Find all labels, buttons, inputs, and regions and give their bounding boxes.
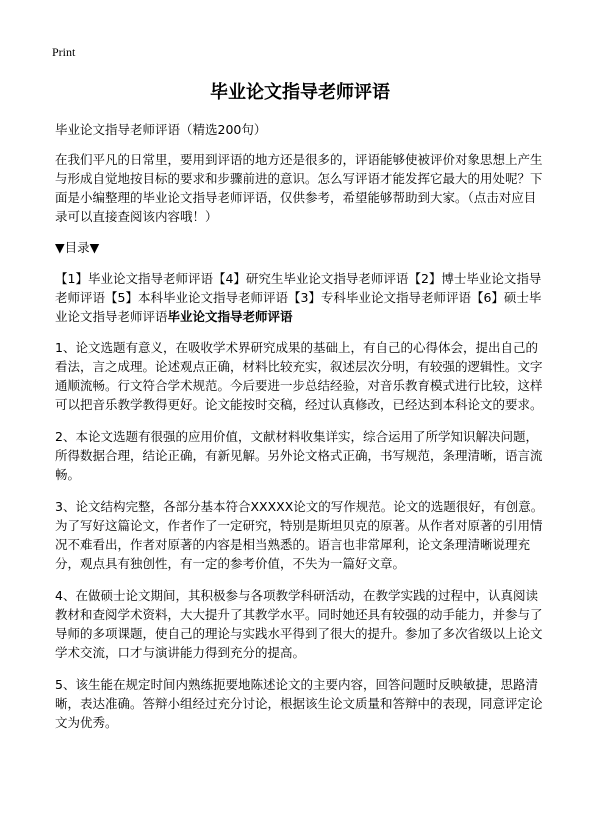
print-link[interactable]: Print — [52, 45, 76, 59]
comment-paragraph-5: 5、该生能在规定时间内熟练扼要地陈述论文的主要内容，回答问题时反映敏捷，思路清晰，表达准确。答辩小组经过充分讨论，根据该生论文质量和答辩中的表现，同意评定论文为优秀。 — [55, 677, 543, 730]
section-heading: 毕业论文指导老师评语 — [167, 309, 293, 324]
toc-link-4[interactable]: 【4】研究生毕业论文指导老师评语 — [212, 271, 409, 286]
comment-paragraph-2: 2、本论文选题有很强的应用价值，文献材料收集详实，综合运用了所学知识解决问题，所得数据合理，结论正确，有新见解。另外论文格式正确，书写规范，条理清晰，语言流畅。 — [55, 429, 543, 482]
comment-paragraph-3: 3、论文结构完整，各部分基本符合XXXXX论文的写作规范。论文的选题很好，有创意。为了写好这篇论文，作者作了一定研究，特别是斯坦贝克的原著。从作者对原著的引用情况不难看出，作者对原著的内容是相当熟悉的。语言也非常犀利，论文条理清晰说理充分，观点具有独创性，有一定的参考价值，不失为一篇好文章。 — [55, 499, 544, 571]
page-title: 毕业论文指导老师评语 — [210, 82, 390, 103]
toc-heading: ▼目录▼ — [55, 240, 100, 255]
toc-link-3[interactable]: 【3】专科毕业论文指导老师评语 — [287, 290, 471, 305]
intro-paragraph: 在我们平凡的日常里，要用到评语的地方还是很多的，评语能够使被评价对象思想上产生与形成自觉地按目标的要求和步骤前进的意识。怎么写评语才能发挥它最大的用处呢？下面是小编整理的毕业论文指导老师评语，仅供参考，希望能够帮助到大家。（点击对应目录可以直接查阅该内容哦！） — [55, 152, 543, 224]
comment-paragraph-4: 4、在做硕士论文期间，其积极参与各项教学科研活动，在教学实践的过程中，认真阅读教材和查阅学术资料，大大提升了其教学水平。同时她还具有较强的动手能力，并参与了导师的多项课题，使自己的理论与实践水平得到了很大的提升。参加了多次省级以上论文学术交流，口才与演讲能力得到充分的提高。 — [55, 588, 543, 660]
toc-link-1[interactable]: 【1】毕业论文指导老师评语 — [55, 271, 213, 286]
toc-link-6[interactable]: 【6】硕士毕业论文指导老师评语 — [55, 290, 542, 324]
table-of-contents — [55, 269, 545, 326]
toc-link-2[interactable]: 【2】博士毕业论文指导老师评语 — [55, 271, 542, 305]
comment-paragraph-1: 1、论文选题有意义，在吸收学术界研究成果的基础上，有自己的心得体会，提出自己的看法，言之成理。论述观点正确，材料比较充实，叙述层次分明，有较强的逻辑性。文字通顺流畅。行文符合学术规范。今后要进一步总结经验，对音乐教育模式进行比较，这样可以把音乐教学教得更好。论文能按时交稿，经过认真修改，已经达到本科论文的要求。 — [55, 340, 543, 412]
document-body — [55, 120, 545, 745]
subtitle: 毕业论文指导老师评语（精选200句） — [55, 122, 267, 137]
toc-link-5[interactable]: 【5】本科毕业论文指导老师评语 — [105, 290, 288, 305]
